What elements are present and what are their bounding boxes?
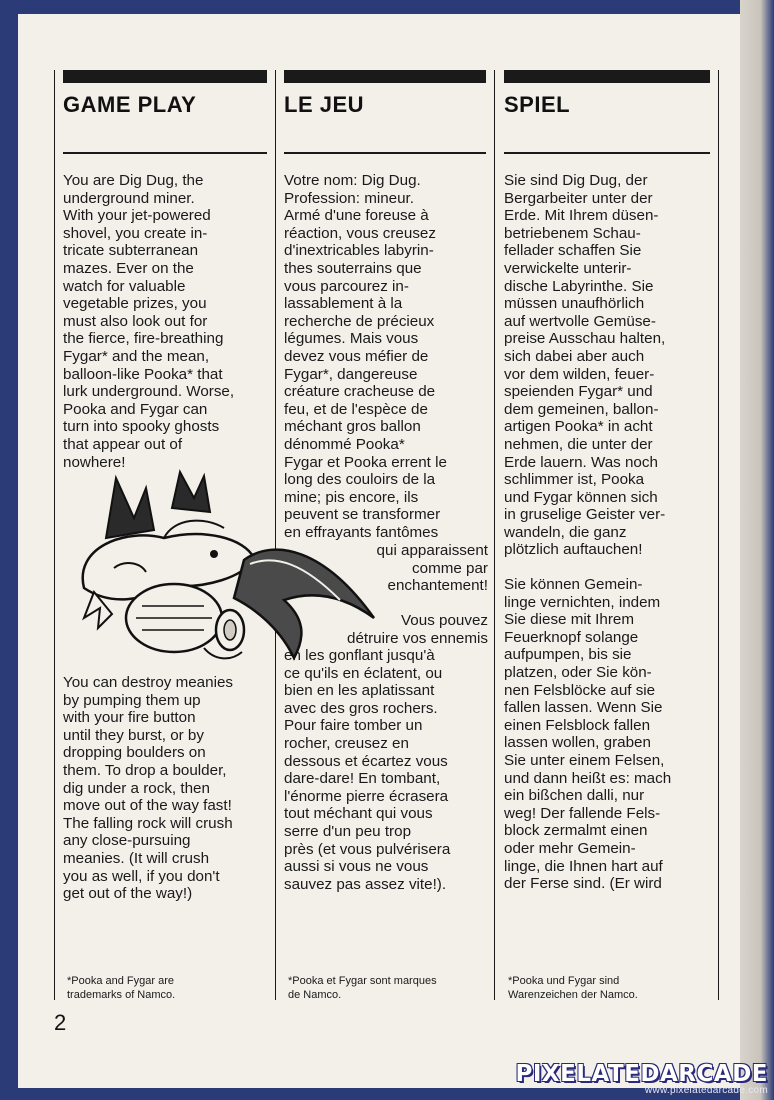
fygar-pooka-illustration (54, 468, 384, 668)
paragraph-destroy: You can destroy meanies by pumping them up with your fire button until they burst, or by dropping boulders on them. To drop a boulder, dig under a rock, then move out of the way fast! The falling rock will crush any close-pursuing meanies. (It will crush you as well, if you don't get out of the way!) (63, 674, 233, 903)
footnote: *Pooka and Fygar are trademarks of Namco. (67, 975, 176, 1001)
paragraph-intro: You are Dig Dug, the underground miner. With your jet-powered shovel, you create in- tricate subterranean mazes. Ever on the watch for valuable vegetable prizes, you must also look out for the fierce, fire-breathing Fygar* and the mean, balloon-like Pooka* that lurk underground. Worse, Pooka and Fygar can turn into spooky ghosts that appear out of nowhere! (63, 172, 235, 471)
paragraph-intro: Sie sind Dig Dug, der Bergarbeiter unter der Erde. Mit Ihrem düsen- betriebenem Schau- fellader schaffen Sie verwickelte unterir- dische Labyrinthe. Sie müssen unaufhörlich auf wertvolle Gemüse- preise Ausschau halten, sich dabei aber auch vor dem wilden, feuer- speienden Fygar* und dem gemeinen, ballon- artigen Pooka* in acht nehmen, die unter der Erde lauern. Was noch schlimmer ist, Pooka und Fygar können sich in gruselige Geister ver- wandeln, die ganz plötzlich auftauchen! (504, 172, 666, 559)
watermark-brand: PIXELATEDARCADE (515, 1061, 768, 1087)
paragraph-destroy-wrap: Vous pouvez détruire vos ennemis (347, 612, 488, 647)
column-title: LE JEU (284, 92, 365, 117)
page-spine (740, 0, 774, 1100)
column-divider (504, 152, 710, 154)
column-header-bar (63, 70, 267, 83)
paragraph-destroy: Sie können Gemein- linge vernichten, indem Sie diese mit Ihrem Feuerknopf solange aufpumpen, bis sie platzen, oder Sie kön- nen Felsblöcke auf sie fallen lassen. Wenn Sie einen Felsblock fallen lassen wollen, graben Sie unter einem Felsen, und dann heißt es: mach ein bißchen dalli, nur weg! Der fallende Fels- block zermalmt einen oder mehr Gemein- linge, die Ihnen hart auf der Ferse sind. (Er wird (504, 576, 672, 893)
column-title: GAME PLAY (63, 92, 197, 117)
column-title: SPIEL (504, 92, 571, 117)
paragraph-intro-wrap: qui apparaissent comme par enchantement! (376, 542, 488, 595)
column-divider (63, 152, 267, 154)
column-header-bar (284, 70, 486, 83)
paragraph-destroy: les gonflant jusqu'à ce qu'ils en éclatent, ou bien en les aplatissant avec des gros rochers. Pour faire tomber un rocher, creusez en dessous et écartez vous dare-dare! En tombant, l'énorme pierre écrasera tout méchant qui vous serre d'un peu trop près (et vous pulvérisera aussi si vous ne vous sauvez pas assez vite!). (284, 647, 451, 893)
watermark (515, 1061, 768, 1096)
column-german (496, 70, 719, 1000)
manual-page (18, 14, 760, 1088)
column-header-bar (504, 70, 710, 83)
footnote: *Pooka und Fygar sind Warenzeichen der Namco. (508, 975, 638, 1001)
page-number: 2 (54, 1010, 67, 1035)
watermark-url: www.pixelatedarcade.com (644, 1085, 768, 1096)
paragraph-intro: Votre nom: Dig Dug. Profession: mineur. Armé d'une foreuse à réaction, vous creusez d'inextricables labyrin- thes souterrains que vous parcourez in- lassablement à la recherche de précieux légumes. Mais vous devez vous méfier de Fygar*, dangereuse créature cracheuse de feu, et de l'espèce de méchant gros ballon dénommé Pooka* Fygar et Pooka errent le long des couloirs de la mine; pis encore, ils peuvent se transformer en effrayants fantômes (284, 172, 447, 541)
footnote: *Pooka et Fygar sont marques de Namco. (288, 975, 437, 1001)
column-divider (284, 152, 486, 154)
